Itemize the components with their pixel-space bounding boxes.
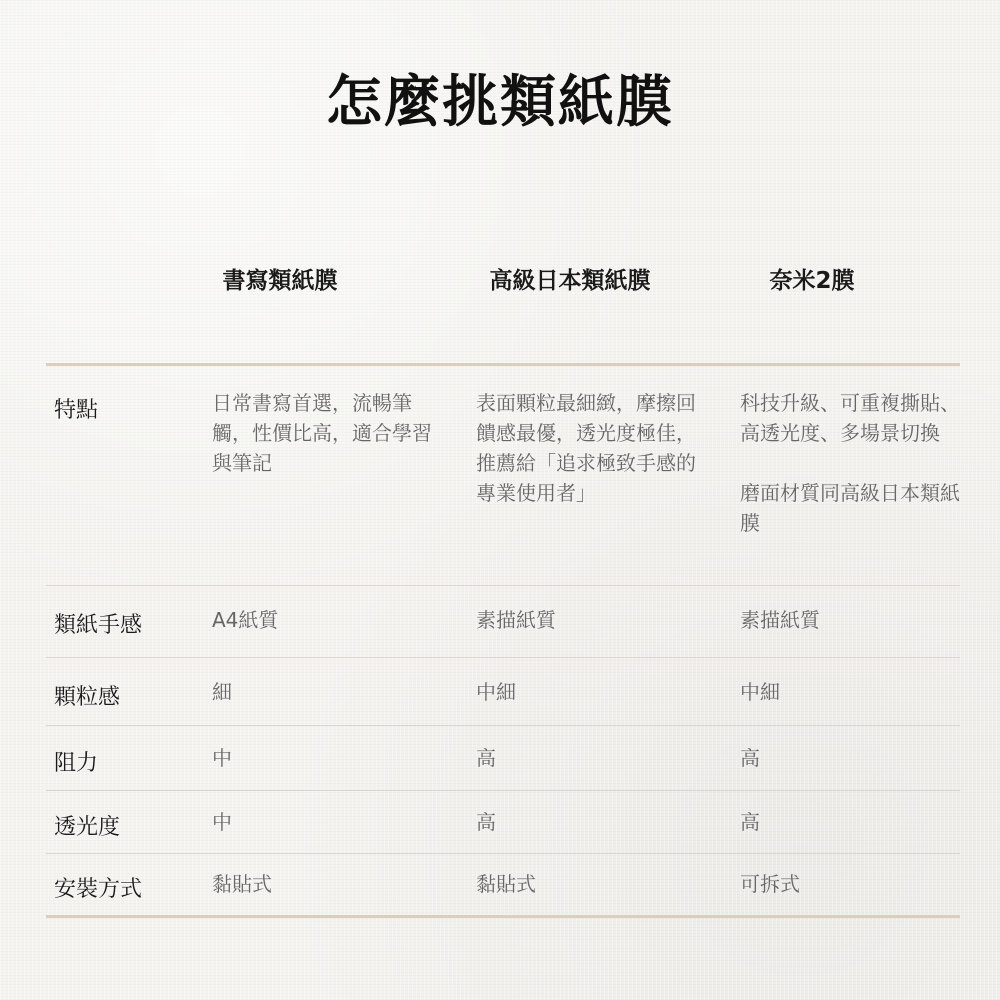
paper-feel-cell-writing: A4紙質 bbox=[212, 608, 279, 632]
transparency-cell-japan: 高 bbox=[476, 810, 496, 834]
page-title: 怎麼挑類紙膜 bbox=[326, 70, 674, 135]
row-divider bbox=[46, 790, 960, 791]
resistance-cell-writing: 中 bbox=[212, 746, 232, 770]
grain-cell-nano: 中細 bbox=[740, 680, 780, 704]
row-label-installation: 安裝方式 bbox=[54, 877, 143, 902]
grain-cell-japan: 中細 bbox=[476, 680, 516, 704]
column-header-writing-film: 書寫類紙膜 bbox=[222, 268, 338, 294]
installation-cell-writing: 黏貼式 bbox=[212, 872, 272, 896]
cell-text: 磨面材質同高級日本類紙膜 bbox=[740, 481, 960, 535]
cell-text: 科技升級、可重複撕貼、高透光度、多場景切換 bbox=[740, 391, 960, 445]
cell-text: 表面顆粒最細緻，摩擦回饋感最優，透光度極佳，推薦給「追求極致手感的專業使用者」 bbox=[476, 391, 696, 505]
row-label-paper-feel: 類紙手感 bbox=[54, 613, 143, 638]
row-divider bbox=[46, 853, 960, 854]
column-header-japan-film: 高級日本類紙膜 bbox=[489, 268, 651, 294]
installation-cell-nano: 可拆式 bbox=[740, 872, 800, 896]
row-divider bbox=[46, 725, 960, 726]
paper-feel-cell-nano: 素描紙質 bbox=[740, 608, 820, 632]
features-cell-writing bbox=[212, 388, 444, 478]
row-label-transparency: 透光度 bbox=[54, 815, 121, 840]
table-bottom-rule bbox=[46, 915, 960, 918]
installation-cell-japan: 黏貼式 bbox=[476, 872, 536, 896]
row-label-grain: 顆粒感 bbox=[54, 685, 121, 710]
features-cell-nano bbox=[740, 388, 978, 538]
transparency-cell-writing: 中 bbox=[212, 810, 232, 834]
row-divider bbox=[46, 585, 960, 586]
resistance-cell-japan: 高 bbox=[476, 746, 496, 770]
grain-cell-writing: 細 bbox=[212, 680, 232, 704]
row-label-resistance: 阻力 bbox=[54, 751, 99, 776]
table-top-rule bbox=[46, 363, 960, 366]
paper-feel-cell-japan: 素描紙質 bbox=[476, 608, 556, 632]
features-cell-japan bbox=[476, 388, 712, 508]
transparency-cell-nano: 高 bbox=[740, 810, 760, 834]
row-label-features: 特點 bbox=[54, 398, 99, 423]
column-header-nano-film: 奈米2膜 bbox=[769, 268, 855, 294]
cell-text: 日常書寫首選，流暢筆觸，性價比高，適合學習與筆記 bbox=[212, 391, 432, 475]
row-divider bbox=[46, 657, 960, 658]
resistance-cell-nano: 高 bbox=[740, 746, 760, 770]
